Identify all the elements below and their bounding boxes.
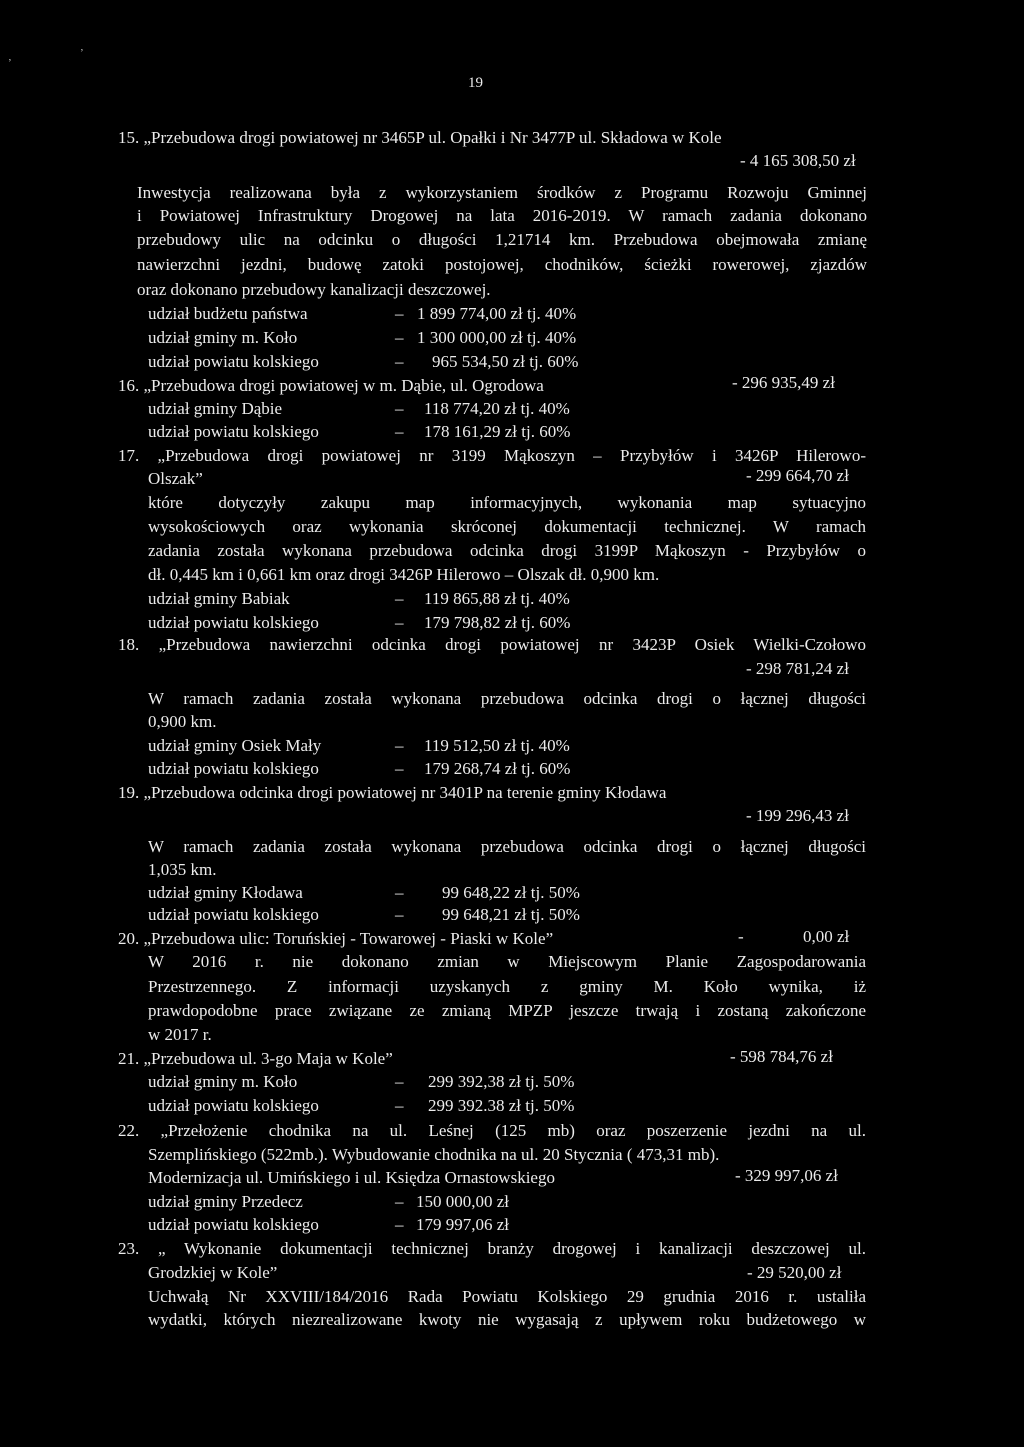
item-amount: - 4 165 308,50 zł	[740, 151, 856, 170]
item-title: 22. „Przełożenie chodnika na ul. Leśnej (125 mb) oraz poszerzenie jezdni na ul.	[118, 1121, 866, 1140]
share-dash: –	[395, 613, 404, 632]
item-description-line: wysokościowych oraz wykonania skróconej dokumentacji technicznej. W ramach	[148, 517, 866, 536]
item-description-line: Przestrzennego. Z informacji uzyskanych z gminy M. Koło wynika, iż	[148, 977, 866, 996]
item-title: Olszak”	[148, 469, 203, 488]
item-description-line: prawdopodobne prace związane ze zmianą MPZP jeszcze trwają i zostaną zakończone	[148, 1001, 866, 1020]
share-label: udział budżetu państwa	[148, 304, 308, 323]
item-description-line: w 2017 r.	[148, 1025, 212, 1044]
share-dash: –	[395, 759, 404, 778]
share-value: 299 392,38 zł tj. 50%	[428, 1072, 575, 1091]
share-label: udział gminy Babiak	[148, 589, 290, 608]
item-description-line: przebudowy ulic na odcinku o długości 1,21714 km. Przebudowa obejmowała zmianę	[137, 230, 867, 249]
share-label: udział gminy Kłodawa	[148, 883, 303, 902]
share-value: 118 774,20 zł tj. 40%	[424, 399, 570, 418]
share-label: udział powiatu kolskiego	[148, 352, 319, 371]
item-title: 16. „Przebudowa drogi powiatowej w m. Dąbie, ul. Ogrodowa	[118, 376, 544, 395]
share-label: udział powiatu kolskiego	[148, 759, 319, 778]
item-description-line: zadania została wykonana przebudowa odcinka drogi 3199P Mąkoszyn - Przybyłów o	[148, 541, 866, 560]
share-value: 99 648,22 zł tj. 50%	[442, 883, 580, 902]
item-amount: - 598 784,76 zł	[730, 1047, 833, 1066]
share-dash: –	[395, 1192, 404, 1211]
share-dash: –	[395, 352, 404, 371]
share-label: udział powiatu kolskiego	[148, 905, 319, 924]
scan-mark: ʼ	[8, 57, 12, 69]
share-value: 178 161,29 zł tj. 60%	[424, 422, 571, 441]
share-label: udział gminy m. Koło	[148, 1072, 298, 1091]
item-title: Szemplińskiego (522mb.). Wybudowanie chodnika na ul. 20 Stycznia ( 473,31 mb).	[148, 1145, 720, 1164]
item-description-line: 0,900 km.	[148, 712, 217, 731]
share-dash: –	[395, 304, 404, 323]
item-amount: - 329 997,06 zł	[735, 1166, 838, 1185]
share-dash: –	[395, 1215, 404, 1234]
item-title: Modernizacja ul. Umińskiego i ul. Księdza Ornastowskiego	[148, 1168, 555, 1187]
item-description-line: nawierzchni jezdni, budowę zatoki postojowej, chodników, ścieżki rowerowej, zjazdów	[137, 255, 867, 274]
share-value: 179 798,82 zł tj. 60%	[424, 613, 571, 632]
item-description-line: Uchwałą Nr XXVIII/184/2016 Rada Powiatu Kolskiego 29 grudnia 2016 r. ustaliła	[148, 1287, 866, 1306]
item-description-line: które dotyczyły zakupu map informacyjnych, wykonania map sytuacyjno	[148, 493, 866, 512]
share-dash: –	[395, 422, 404, 441]
share-dash: –	[395, 1096, 404, 1115]
share-value: 150 000,00 zł	[416, 1192, 510, 1211]
item-amount: - 299 664,70 zł	[746, 466, 849, 485]
item-description-line: oraz dokonano przebudowy kanalizacji deszczowej.	[137, 280, 491, 299]
share-label: udział gminy Dąbie	[148, 399, 283, 418]
item-description-line: dł. 0,445 km i 0,661 km oraz drogi 3426P Hilerowo – Olszak dł. 0,900 km.	[148, 565, 660, 584]
item-description-line: i Powiatowej Infrastruktury Drogowej na lata 2016-2019. W ramach zadania dokonano	[137, 206, 867, 225]
item-description-line: wydatki, których niezrealizowane kwoty nie wygasają z upływem roku budżetowego w	[148, 1310, 866, 1329]
share-dash: –	[395, 399, 404, 418]
scan-mark: ʼ	[80, 47, 84, 59]
share-label: udział gminy Przedecz	[148, 1192, 303, 1211]
share-dash: –	[395, 736, 404, 755]
item-description-line: W 2016 r. nie dokonano zmian w Miejscowym Planie Zagospodarowania	[148, 952, 866, 971]
share-value: 965 534,50 zł tj. 60%	[432, 352, 579, 371]
item-description-line: Inwestycja realizowana była z wykorzystaniem środków z Programu Rozwoju Gminnej	[137, 183, 867, 202]
share-value: 179 268,74 zł tj. 60%	[424, 759, 571, 778]
item-title: 20. „Przebudowa ulic: Toruńskiej - Towarowej - Piaski w Kole”	[118, 929, 554, 948]
item-title: 19. „Przebudowa odcinka drogi powiatowej nr 3401P na terenie gminy Kłodawa	[118, 783, 667, 802]
share-value: 119 512,50 zł tj. 40%	[424, 736, 570, 755]
item-amount: - 199 296,43 zł	[746, 806, 849, 825]
share-label: udział gminy m. Koło	[148, 328, 298, 347]
item-amount: - 29 520,00 zł	[747, 1263, 842, 1282]
share-label: udział powiatu kolskiego	[148, 613, 319, 632]
share-value: 1 899 774,00 zł tj. 40%	[417, 304, 577, 323]
share-value: 99 648,21 zł tj. 50%	[442, 905, 580, 924]
item-amount-dash: -	[738, 927, 744, 946]
share-value: 119 865,88 zł tj. 40%	[424, 589, 570, 608]
share-dash: –	[395, 1072, 404, 1091]
item-description-line: 1,035 km.	[148, 860, 217, 879]
item-amount: - 296 935,49 zł	[732, 373, 835, 392]
share-dash: –	[395, 905, 404, 924]
share-dash: –	[395, 883, 404, 902]
page-number: 19	[468, 75, 483, 91]
item-description-line: W ramach zadania została wykonana przebudowa odcinka drogi o łącznej długości	[148, 837, 866, 856]
share-value: 1 300 000,00 zł tj. 40%	[417, 328, 577, 347]
share-value: 179 997,06 zł	[416, 1215, 510, 1234]
item-amount: 0,00 zł	[803, 927, 850, 946]
item-title: 21. „Przebudowa ul. 3-go Maja w Kole”	[118, 1049, 393, 1068]
share-label: udział powiatu kolskiego	[148, 1096, 319, 1115]
share-label: udział powiatu kolskiego	[148, 1215, 319, 1234]
item-title: Grodzkiej w Kole”	[148, 1263, 278, 1282]
item-description-line: W ramach zadania została wykonana przebudowa odcinka drogi o łącznej długości	[148, 689, 866, 708]
share-dash: –	[395, 328, 404, 347]
item-title: 23. „ Wykonanie dokumentacji technicznej branży drogowej i kanalizacji deszczowej ul.	[118, 1239, 866, 1258]
item-title: 18. „Przebudowa nawierzchni odcinka drogi powiatowej nr 3423P Osiek Wielki-Czołowo	[118, 635, 866, 654]
share-label: udział gminy Osiek Mały	[148, 736, 322, 755]
item-amount: - 298 781,24 zł	[746, 659, 849, 678]
share-label: udział powiatu kolskiego	[148, 422, 319, 441]
item-title: 15. „Przebudowa drogi powiatowej nr 3465P ul. Opałki i Nr 3477P ul. Składowa w Kole	[118, 128, 722, 147]
share-dash: –	[395, 589, 404, 608]
item-title: 17. „Przebudowa drogi powiatowej nr 3199 Mąkoszyn – Przybyłów i 3426P Hilerowo-	[118, 446, 866, 465]
share-value: 299 392.38 zł tj. 50%	[428, 1096, 575, 1115]
